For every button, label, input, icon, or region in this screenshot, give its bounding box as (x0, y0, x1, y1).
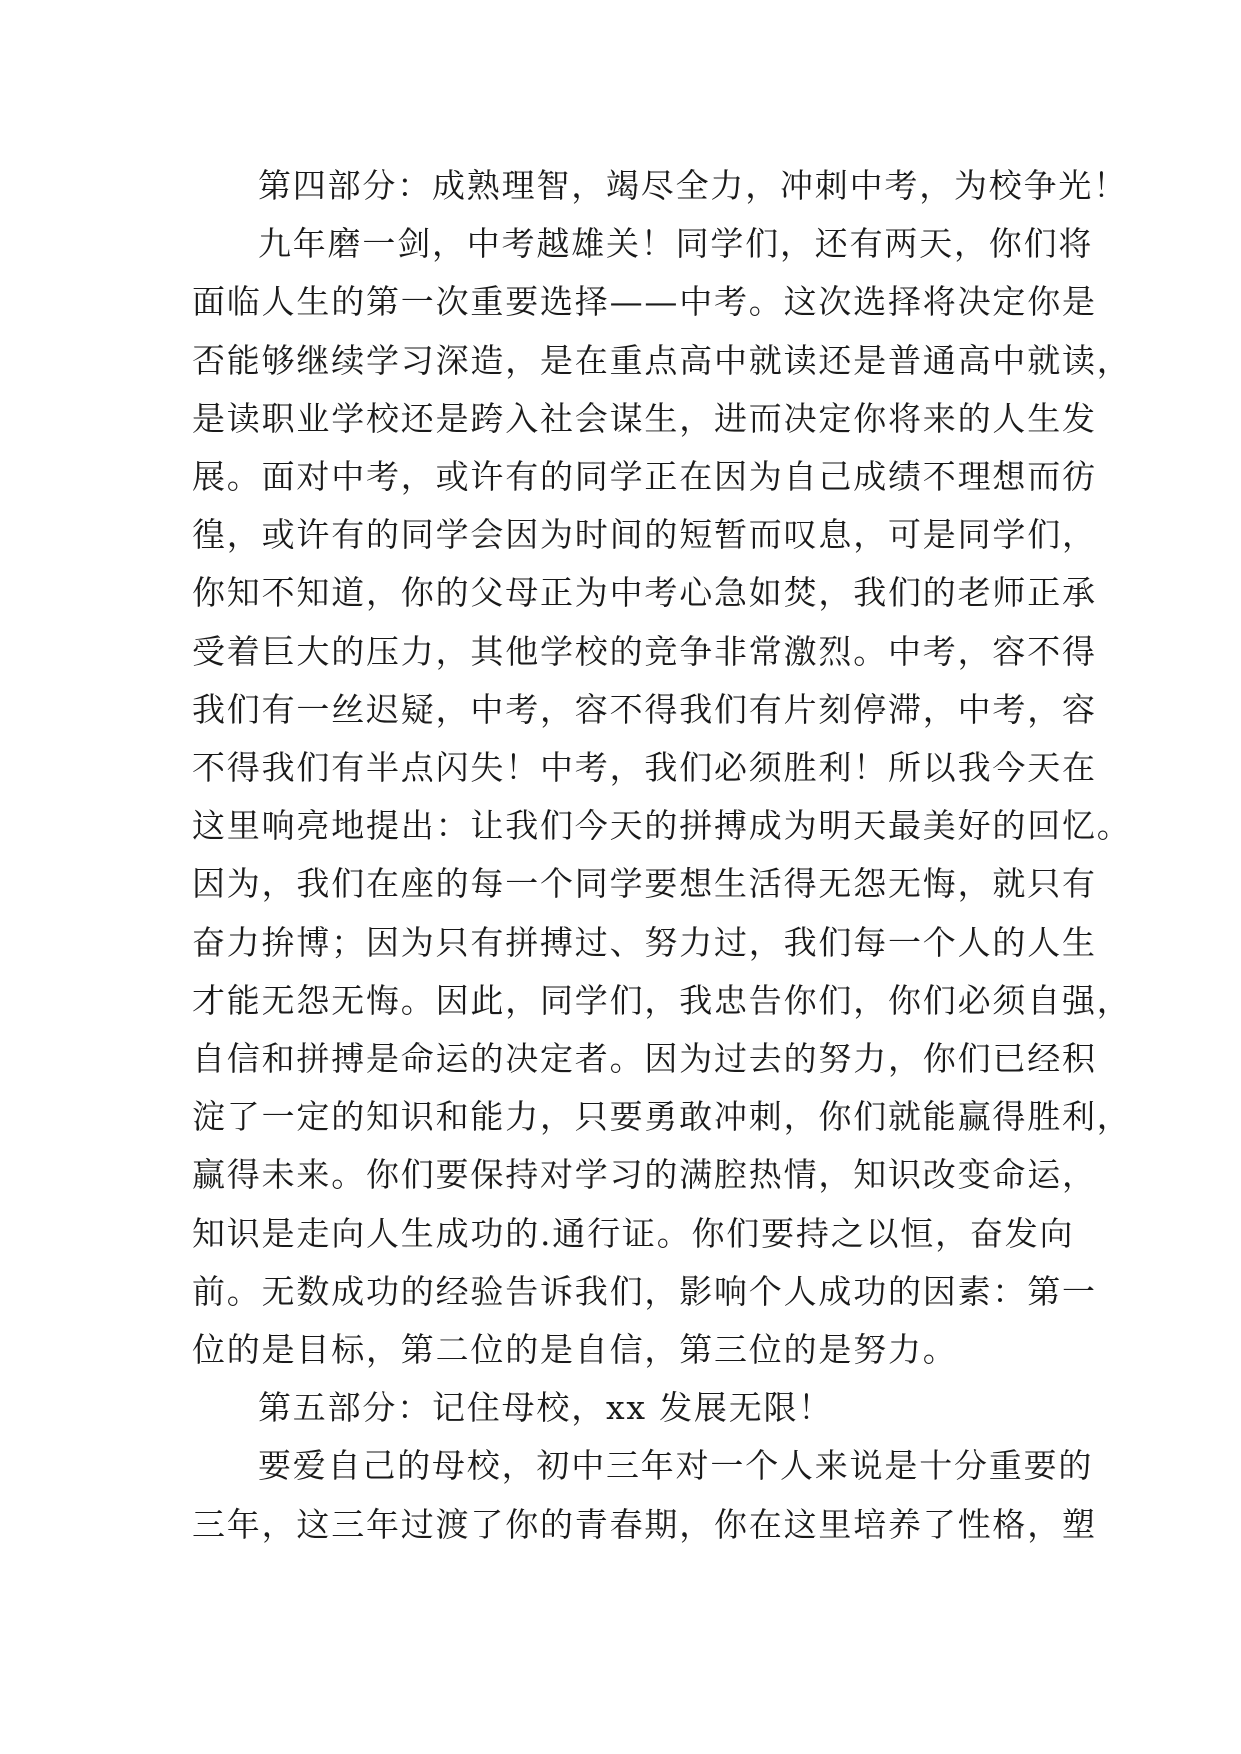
heading-line: 第五部分：记住母校，xx 发展无限！ (258, 1388, 834, 1428)
paragraph-line: 位的是目标，第二位的是自信，第三位的是努力。 (192, 1330, 958, 1370)
paragraph-part-four (192, 215, 1132, 1379)
paragraph-line: 才能无怨无悔。因此，同学们，我忠告你们，你们必须自强， (192, 980, 1132, 1020)
heading-line: 第四部分：成熟理智，竭尽全力，冲刺中考，为校争光！ (258, 166, 1128, 205)
paragraph-line: 不得我们有半点闪失！中考，我们必须胜利！所以我今天在 (192, 748, 1097, 788)
paragraph-line: 前。无数成功的经验告诉我们，影响个人成功的因素：第一 (192, 1271, 1097, 1311)
paragraph-line: 徨，或许有的同学会因为时间的短暂而叹息，可是同学们， (192, 515, 1097, 555)
paragraph-line: 你知不知道，你的父母正为中考心急如焚，我们的老师正承 (192, 573, 1097, 613)
paragraph-line: 否能够继续学习深造，是在重点高中就读还是普通高中就读， (192, 340, 1132, 380)
paragraph-line: 受着巨大的压力，其他学校的竞争非常激烈。中考，容不得 (192, 631, 1097, 671)
paragraph-line: 是读职业学校还是跨入社会谋生，进而决定你将来的人生发 (192, 398, 1097, 438)
paragraph-line: 三年，这三年过渡了你的青春期，你在这里培养了性格，塑 (192, 1504, 1097, 1544)
paragraph-line: 九年磨一剑，中考越雄关！同学们，还有两天，你们将 (258, 224, 1094, 264)
heading-part-five (192, 1379, 1062, 1437)
paragraph-line: 这里响亮地提出：让我们今天的拼搏成为明天最美好的回忆。 (192, 806, 1132, 846)
paragraph-line: 要爱自己的母校，初中三年对一个人来说是十分重要的 (258, 1446, 1094, 1486)
paragraph-line: 奋力拚博；因为只有拼搏过、努力过，我们每一个人的人生 (192, 922, 1097, 962)
paragraph-part-five (192, 1437, 1097, 1553)
paragraph-line: 知识是走向人生成功的.通行证。你们要持之以恒，奋发向 (192, 1213, 1075, 1253)
paragraph-line: 面临人生的第一次重要选择——中考。这次选择将决定你是 (192, 282, 1097, 322)
document-body (192, 157, 1132, 1554)
paragraph-line: 淀了一定的知识和能力，只要勇敢冲刺，你们就能赢得胜利， (192, 1097, 1132, 1137)
paragraph-line: 自信和拼搏是命运的决定者。因为过去的努力，你们已经积 (192, 1039, 1097, 1079)
paragraph-line: 因为，我们在座的每一个同学要想生活得无怨无悔，就只有 (192, 864, 1097, 904)
paragraph-line: 我们有一丝迟疑，中考，容不得我们有片刻停滞，中考，容 (192, 689, 1097, 729)
paragraph-line: 展。面对中考，或许有的同学正在因为自己成绩不理想而彷 (192, 457, 1097, 497)
heading-part-four (192, 157, 1128, 215)
paragraph-line: 赢得未来。你们要保持对学习的满腔热情，知识改变命运， (192, 1155, 1097, 1195)
